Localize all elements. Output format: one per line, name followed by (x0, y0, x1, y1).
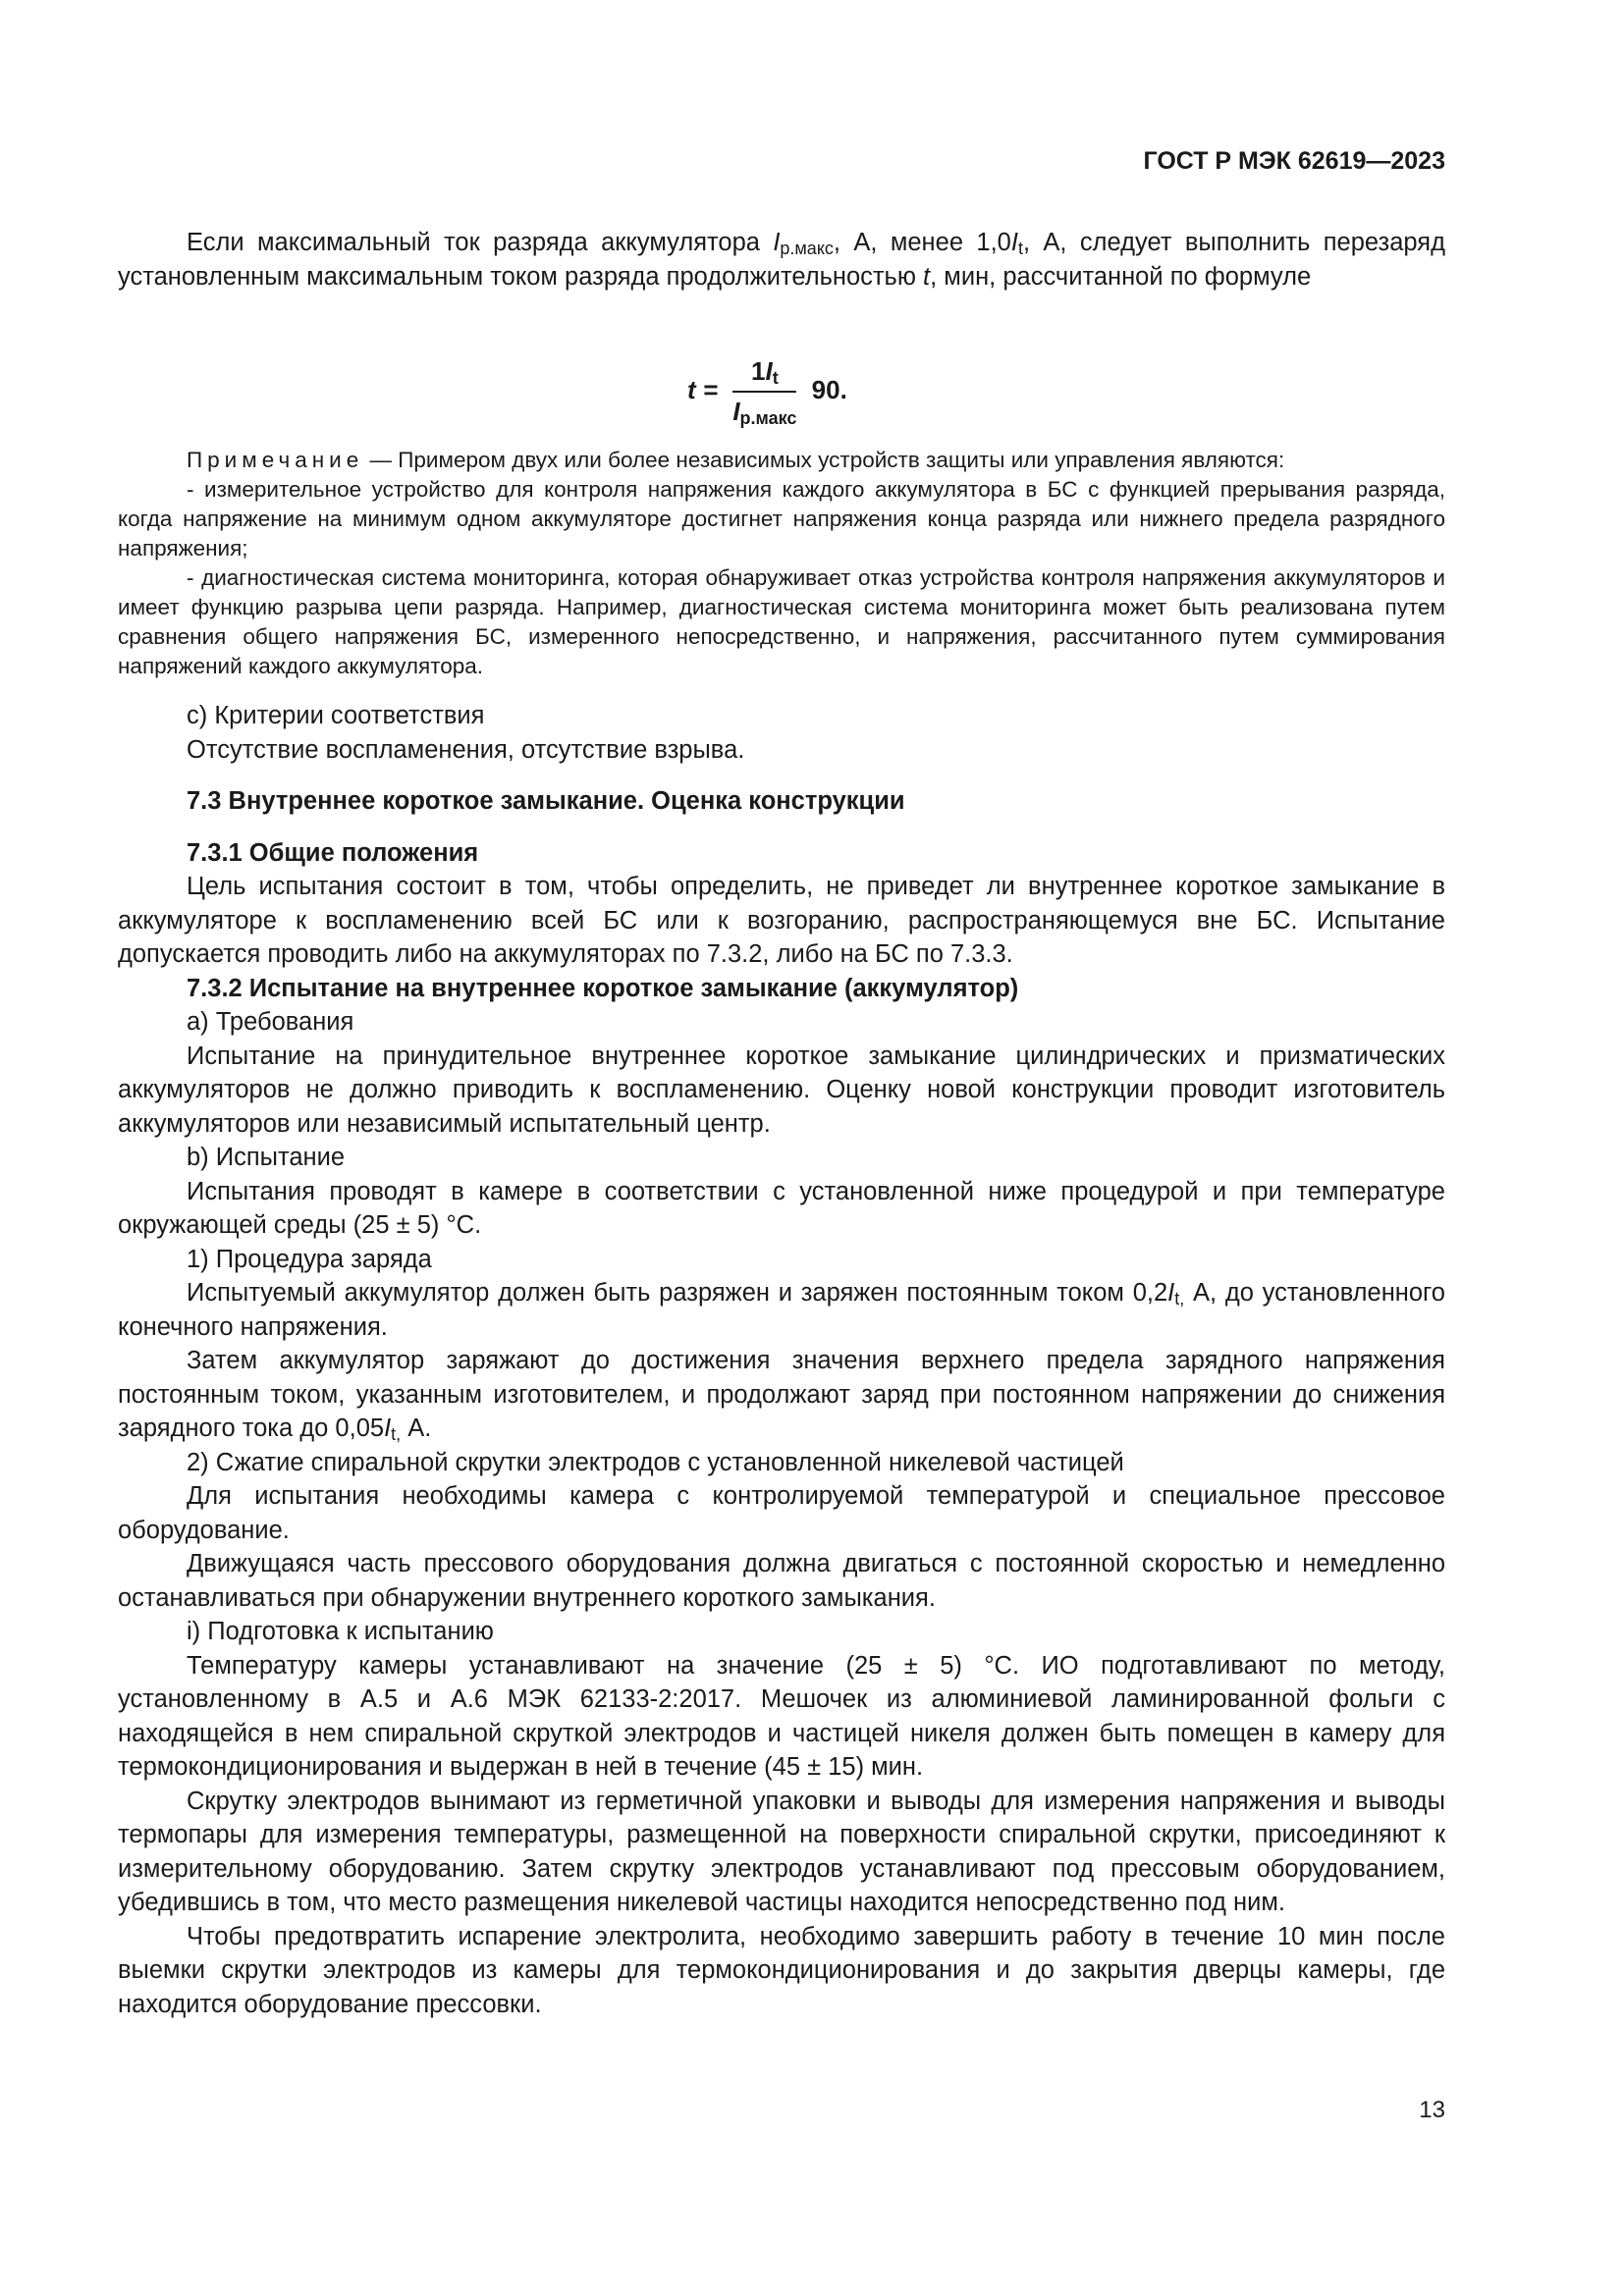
prep-paragraph-2: Скрутку электродов вынимают из герметичной упаковки и выводы для измерения напряжения и выводы термопары для измерения температуры, размещенной на поверхности спиральной скрутки, присоединяют к измерительному оборудованию. Затем скрутку электродов устанавливают под прессовым оборудованием, убедившись в том, что место размещения никелевой частицы находится непосредственно под ним. (118, 1787, 1445, 1916)
intro-text-3: , А, следует выполнить перезаряд установленным максимальным током разряда продолжительностью (118, 229, 1445, 291)
formula-fraction (732, 356, 796, 427)
page-number: 13 (1419, 2097, 1445, 2123)
charge-p1-text-b: А, до установленного конечного напряжения. (118, 1279, 1445, 1341)
formula-denominator (732, 393, 796, 427)
intro-var-2: I (1010, 229, 1018, 256)
section-7-3-2-heading: 7.3.2 Испытание на внутреннее короткое замыкание (аккумулятор) (187, 974, 1019, 1002)
note-intro (118, 446, 1445, 475)
criteria-text: Отсутствие воспламенения, отсутствие взрыва. (187, 735, 745, 764)
note-item-2: - диагностическая система мониторинга, которая обнаруживает отказ устройства контроля напряжения аккумуляторов и имеет функцию разрыва цепи разряда. Например, диагностическая система мониторинга может быть реализована путем сравнения общего напряжения БС, измеренного непосредственно, и напряжения, рассчитанного путем суммирования напряжений каждого аккумулятора. (118, 565, 1445, 678)
intro-var-3: t (923, 262, 931, 291)
compress-title: 2) Сжатие спиральной скрутки электродов с установленной никелевой частицей (187, 1448, 1124, 1476)
test-text: Испытания проводят в камере в соответствии с установленной ниже процедурой и при температуре окружающей среды (25 ± 5) °С. (118, 1177, 1445, 1239)
formula-numerator (732, 356, 796, 393)
intro-sub-1: р.макс (780, 239, 834, 258)
charge-p1-text-a: Испытуемый аккумулятор должен быть разряжен и заряжен постоянным током 0,2 (187, 1279, 1168, 1307)
compress-paragraph-1: Для испытания необходимы камера с контролируемой температурой и специальное прессовое оборудование. (118, 1482, 1445, 1544)
intro-var-1: I (773, 229, 781, 256)
document-header: ГОСТ Р МЭК 62619—2023 (1143, 147, 1445, 175)
charge-p2-text-b: А. (401, 1415, 432, 1442)
note-intro-text: — Примером двух или более независимых устройств защиты или управления являются: (363, 448, 1285, 472)
note-label: Примечание (187, 448, 364, 472)
formula-rhs: 90. (811, 374, 847, 404)
prep-paragraph-3: Чтобы предотвратить испарение электролита, необходимо завершить работу в течение 10 мин после выемки скрутки электродов из камеры для термокондиционирования и до закрытия дверцы камеры, где находится оборудование прессовки. (118, 1922, 1445, 2018)
formula-num-var: I (765, 356, 773, 386)
intro-text-1: Если максимальный ток разряда аккумулятора (187, 229, 774, 256)
formula-den-var: I (732, 397, 740, 426)
prep-paragraph-1: Температуру камеры устанавливают на значение (25 ± 5) °С. ИО подготавливают по методу, установленному в А.5 и А.6 МЭК 62133-2:2017. Мешочек из алюминиевой ламинированной фольги с находящейся в нем спиральной скруткой электродов и частицей никеля должен быть помещен в камеру для термокондиционирования и выдержан в ней в течение (45 ± 15) мин. (118, 1651, 1445, 1781)
intro-paragraph (118, 226, 1445, 294)
charge-title: 1) Процедура заряда (187, 1245, 432, 1273)
charge-p2-var: I (384, 1415, 392, 1442)
requirements-text: Испытание на принудительное внутреннее короткое замыкание цилиндрических и призматических аккумуляторов не должно приводить к воспламенению. Оценку новой конструкции проводит изготовитель аккумуляторов или независимый испытательный центр. (118, 1041, 1445, 1138)
requirements-title: a) Требования (187, 1008, 354, 1036)
formula (687, 356, 847, 427)
charge-p2-text-a: Затем аккумулятор заряжают до достижения значения верхнего предела зарядного напряжения постоянным током, указанным изготовителем, и продолжают заряд при постоянном напряжении до снижения зарядного тока до 0,05 (118, 1347, 1445, 1442)
formula-num-sub: t (772, 368, 779, 388)
charge-p1-var: I (1167, 1279, 1175, 1307)
compress-paragraph-2: Движущаяся часть прессового оборудования должна двигаться с постоянной скоростью и немедленно останавливаться при обнаружении внутреннего короткого замыкания. (118, 1550, 1445, 1612)
criteria-title: c) Критерии соответствия (187, 702, 485, 729)
formula-lhs: t = (687, 374, 719, 404)
intro-text-4: , мин, рассчитанной по формуле (930, 262, 1312, 291)
page-body (118, 147, 1445, 2021)
prep-title: i) Подготовка к испытанию (187, 1618, 494, 1645)
intro-sub-2: t (1017, 239, 1023, 258)
charge-p2-sub: t, (391, 1424, 402, 1444)
note-item-1: - измерительное устройство для контроля напряжения каждого аккумулятора в БС с функцией прерывания разряда, когда напряжение на минимум одном аккумуляторе достигнет напряжения конца разряда или нижнего предела разрядного напряжения; (118, 477, 1445, 561)
section-7-3-1-text: Цель испытания состоит в том, чтобы определить, не приведет ли внутреннее короткое замыкание в аккумуляторе к воспламенению всей БС или к возгоранию, распространяющемуся вне БС. Испытание допускается проводить либо на аккумуляторах по 7.3.2, либо на БС по 7.3.3. (118, 873, 1445, 968)
intro-text-2: , А, менее 1,0 (833, 229, 1011, 256)
charge-p1-sub: t, (1174, 1289, 1185, 1308)
formula-den-sub: р.макс (739, 408, 797, 428)
formula-num-prefix: 1 (751, 356, 766, 386)
charge-paragraph-1 (118, 1276, 1445, 1344)
test-title: b) Испытание (187, 1144, 346, 1171)
section-7-3-1-heading: 7.3.1 Общие положения (187, 838, 479, 867)
charge-paragraph-2 (118, 1344, 1445, 1446)
section-7-3-heading: 7.3 Внутреннее короткое замыкание. Оценка конструкции (187, 787, 905, 815)
